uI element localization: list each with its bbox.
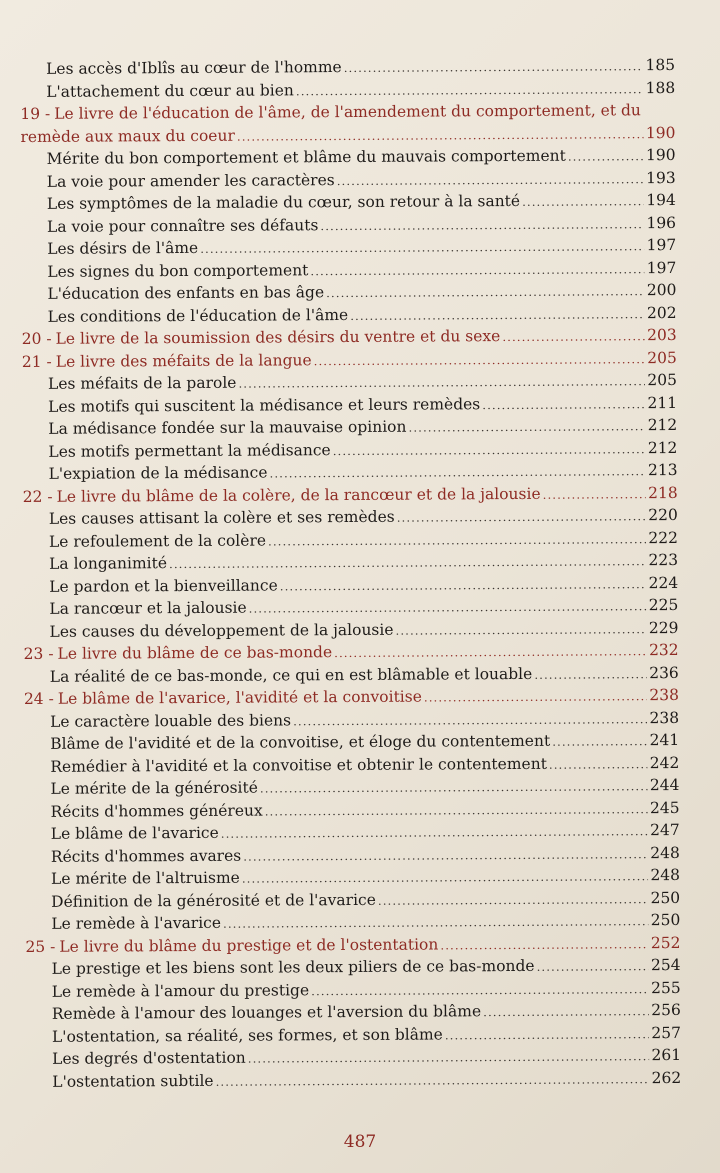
toc-entry xyxy=(24,729,679,756)
toc-entry xyxy=(21,189,676,216)
entry-title: Remède à l'amour des louanges et l'aversion du blâme xyxy=(51,1002,482,1023)
entry-title: Les motifs permettant la médisance xyxy=(48,440,331,461)
entry-title: L'éducation des enfants en bas âge xyxy=(47,283,325,303)
toc-entry xyxy=(23,504,678,531)
toc-entry xyxy=(21,234,676,261)
entry-title: La rancœur et la jalousie xyxy=(49,598,247,618)
leader-dots xyxy=(238,370,645,395)
chapter-number: 20 - xyxy=(21,329,52,348)
entry-title: Les motifs qui suscitent la médisance et leurs remèdes xyxy=(48,394,481,416)
leader-dots xyxy=(395,618,647,642)
entry-title: Le remède à l'avarice xyxy=(51,913,222,933)
leader-dots xyxy=(269,460,646,485)
leader-dots xyxy=(537,955,650,978)
leader-dots xyxy=(265,798,648,823)
leader-dots xyxy=(268,528,646,553)
chapter-number: 22 - xyxy=(22,487,53,506)
entry-title: Les degrés d'ostentation xyxy=(52,1048,246,1068)
toc-entry xyxy=(22,436,677,463)
toc-entry xyxy=(21,166,676,193)
entry-page: 197 xyxy=(646,258,677,277)
toc-entry xyxy=(25,886,680,913)
entry-page: 194 xyxy=(646,190,676,210)
entry-title: Les causes attisant la colère et ses remèdes xyxy=(48,507,395,528)
toc-entry xyxy=(22,301,677,328)
chapter-number: 23 - xyxy=(23,644,54,663)
chapter-heading-22 xyxy=(23,481,678,508)
entry-title: Le pardon et la bienveillance xyxy=(49,575,278,596)
entry-title: Le refoulement de la colère xyxy=(48,531,267,551)
entry-page: 256 xyxy=(651,1000,681,1020)
leader-dots xyxy=(311,978,649,1003)
entry-title: La réalité de ce bas-monde, ce qui en est blâmable et louable xyxy=(49,664,533,686)
entry-page: 213 xyxy=(647,460,678,480)
entry-page: 225 xyxy=(648,595,679,615)
entry-page: 250 xyxy=(650,888,681,907)
chapter-heading-20 xyxy=(22,324,677,351)
leader-dots xyxy=(237,123,644,148)
toc-entry xyxy=(20,54,675,81)
entry-page: 250 xyxy=(650,910,681,930)
entry-title: Les méfaits de la parole xyxy=(47,373,237,393)
leader-dots xyxy=(397,505,647,529)
toc-entry xyxy=(21,144,676,171)
chapter-page: 190 xyxy=(645,123,676,142)
chapter-title: Le livre du blâme de la colère, de la rancœur et de la jalousie xyxy=(56,484,541,506)
entry-page: 222 xyxy=(648,528,678,547)
toc-entry xyxy=(22,391,677,418)
entry-page: 197 xyxy=(646,235,677,255)
chapter-title: Le livre du blâme de ce bas-monde xyxy=(57,643,333,663)
entry-title: Blâme de l'avidité et de la convoitise, et éloge du contentement xyxy=(50,731,551,753)
entry-page: 244 xyxy=(649,775,680,795)
entry-page: 185 xyxy=(645,55,676,75)
entry-page: 188 xyxy=(645,78,676,97)
leader-dots xyxy=(242,865,649,890)
entry-page: 193 xyxy=(646,168,676,187)
toc-entry xyxy=(23,616,678,643)
entry-page: 255 xyxy=(651,978,681,997)
leader-dots xyxy=(408,415,645,439)
entry-page: 223 xyxy=(648,550,679,570)
entry-page: 220 xyxy=(648,505,678,525)
leader-dots xyxy=(243,843,648,868)
chapter-title: Le livre des méfaits de la langue xyxy=(55,350,312,371)
chapter-number: 25 - xyxy=(25,937,56,956)
chapter-number: 19 - xyxy=(20,104,51,123)
chapter-page: 252 xyxy=(650,933,681,952)
toc-entry xyxy=(23,594,678,621)
leader-dots xyxy=(221,820,649,845)
entry-page: 202 xyxy=(646,303,677,322)
entry-title: Le blâme de l'avarice xyxy=(50,823,219,843)
leader-dots xyxy=(378,888,649,912)
entry-title: Les causes du développement de la jalousie xyxy=(49,620,394,641)
toc-entry xyxy=(26,976,681,1003)
entry-page: 224 xyxy=(648,573,679,592)
entry-page: 247 xyxy=(650,820,680,840)
leader-dots xyxy=(440,933,649,957)
chapter-title: Le livre de l'éducation de l'âme, de l'amendement du comportement, et du xyxy=(54,101,641,123)
leader-dots xyxy=(333,438,646,462)
entry-title: La voie pour connaître ses défauts xyxy=(46,215,319,236)
toc-entry xyxy=(24,706,679,733)
entry-page: 241 xyxy=(649,730,680,750)
leader-dots xyxy=(568,145,644,168)
entry-title: Récits d'hommes avares xyxy=(50,846,242,866)
chapter-heading-25 xyxy=(25,931,680,958)
toc-entry xyxy=(21,256,676,283)
entry-page: 254 xyxy=(650,955,681,975)
leader-dots xyxy=(549,753,648,776)
chapter-heading-21 xyxy=(22,346,677,373)
toc-entry xyxy=(23,571,678,598)
leader-dots xyxy=(350,303,645,327)
toc-entry xyxy=(26,1066,681,1093)
entry-page: 212 xyxy=(647,415,678,435)
leader-dots xyxy=(260,775,648,800)
entry-title: Mérite du bon comportement et blâme du mauvais comportement xyxy=(46,146,566,168)
toc-entry xyxy=(26,999,681,1026)
entry-title: Les symptômes de la maladie du cœur, son retour à la santé xyxy=(46,191,521,213)
entry-title: Les accès d'Iblîs au cœur de l'homme xyxy=(46,58,342,78)
leader-dots xyxy=(337,168,645,192)
toc-entry xyxy=(23,549,678,576)
toc-entry xyxy=(24,751,679,778)
leader-dots xyxy=(310,258,644,283)
leader-dots xyxy=(424,685,648,709)
entry-page: 211 xyxy=(647,393,678,412)
entry-title: Les signes du bon comportement xyxy=(47,260,309,281)
leader-dots xyxy=(200,235,645,260)
entry-page: 261 xyxy=(651,1045,682,1065)
entry-title: Définition de la générosité et de l'avarice xyxy=(51,890,376,911)
leader-dots xyxy=(344,55,644,79)
toc-entry xyxy=(25,819,680,846)
entry-title: Le prestige et les biens sont les deux piliers de ce bas-monde xyxy=(51,956,535,978)
entry-page: 248 xyxy=(650,843,680,862)
toc-entry xyxy=(22,369,677,396)
chapter-number: 21 - xyxy=(21,352,52,371)
entry-page: 190 xyxy=(645,145,676,165)
chapter-heading-23 xyxy=(24,639,679,666)
entry-title: Remédier à l'avidité et la convoitise et obtenir le contentement xyxy=(50,754,547,776)
entry-title: Le mérite de l'altruisme xyxy=(50,868,240,888)
entry-title: Le remède à l'amour du prestige xyxy=(51,980,310,1001)
toc-entry xyxy=(26,1044,681,1071)
entry-title: L'ostentation subtile xyxy=(52,1071,214,1091)
leader-dots xyxy=(326,280,645,304)
leader-dots xyxy=(320,213,644,237)
toc-entry xyxy=(22,414,677,441)
leader-dots xyxy=(314,348,646,373)
leader-dots xyxy=(543,483,647,506)
chapter-page: 238 xyxy=(649,685,679,705)
chapter-number: 24 - xyxy=(23,689,54,708)
entry-title: L'attachement du cœur au bien xyxy=(46,80,294,101)
toc-entry xyxy=(23,526,678,553)
chapter-title-cont: remède aux maux du coeur xyxy=(20,126,235,146)
entry-page: 229 xyxy=(648,618,679,637)
entry-page: 262 xyxy=(651,1068,682,1087)
entry-page: 205 xyxy=(647,370,678,390)
chapter-title: Le livre du blâme du prestige et de l'ostentation xyxy=(59,934,439,956)
toc-entry xyxy=(21,211,676,238)
leader-dots xyxy=(293,708,648,733)
toc-entry xyxy=(25,841,680,868)
leader-dots xyxy=(248,1045,650,1070)
leader-dots xyxy=(482,393,645,416)
entry-title: Le mérite de la générosité xyxy=(50,778,258,798)
chapter-page: 218 xyxy=(648,483,678,502)
chapter-page: 232 xyxy=(648,640,679,660)
toc-entry xyxy=(25,796,680,823)
entry-page: 200 xyxy=(646,280,677,300)
entry-title: La médisance fondée sur la mauvaise opinion xyxy=(48,417,407,438)
entry-page: 196 xyxy=(646,213,677,232)
entry-page: 212 xyxy=(647,438,678,457)
entry-page: 242 xyxy=(649,753,680,772)
chapter-title: Le blâme de l'avarice, l'avidité et la convoitise xyxy=(57,687,422,708)
leader-dots xyxy=(280,573,647,598)
leader-dots xyxy=(249,595,647,620)
leader-dots xyxy=(483,1000,649,1024)
entry-title: Les désirs de l'âme xyxy=(47,238,199,258)
leader-dots xyxy=(522,190,644,213)
chapter-heading-19 xyxy=(20,99,675,126)
entry-title: Le caractère louable des biens xyxy=(49,710,292,731)
leader-dots xyxy=(502,325,645,348)
leader-dots xyxy=(169,550,647,575)
leader-dots xyxy=(445,1023,650,1047)
entry-title: L'ostentation, sa réalité, ses formes, et son blâme xyxy=(51,1024,443,1046)
entry-page: 248 xyxy=(650,865,681,885)
leader-dots xyxy=(334,640,647,664)
table-of-contents xyxy=(20,54,681,1093)
entry-title: La voie pour amender les caractères xyxy=(46,170,335,191)
toc-entry xyxy=(24,661,679,688)
leader-dots xyxy=(552,730,648,753)
toc-entry xyxy=(21,279,676,306)
entry-title: L'expiation de la médisance xyxy=(48,463,268,483)
chapter-heading-19-cont xyxy=(20,121,675,148)
page-number: 487 xyxy=(343,1132,377,1152)
entry-page: 238 xyxy=(649,708,680,727)
chapter-page: 203 xyxy=(647,325,677,345)
chapter-page: 205 xyxy=(647,348,677,367)
toc-entry xyxy=(26,1021,681,1048)
entry-page: 236 xyxy=(649,663,679,682)
leader-dots xyxy=(215,1068,649,1093)
entry-title: La longanimité xyxy=(49,554,168,573)
entry-page: 245 xyxy=(649,798,680,817)
toc-entry xyxy=(25,954,680,981)
toc-entry xyxy=(25,864,680,891)
entry-title: Récits d'hommes généreux xyxy=(50,801,263,821)
toc-entry xyxy=(25,909,680,936)
leader-dots xyxy=(534,663,647,686)
entry-page: 257 xyxy=(651,1023,682,1042)
chapter-heading-24 xyxy=(24,684,679,711)
toc-entry xyxy=(24,774,679,801)
leader-dots xyxy=(223,910,649,935)
entry-title: Les conditions de l'éducation de l'âme xyxy=(47,305,349,326)
chapter-title: Le livre de la soumission des désirs du ventre et du sexe xyxy=(55,327,501,348)
toc-entry xyxy=(22,459,677,486)
